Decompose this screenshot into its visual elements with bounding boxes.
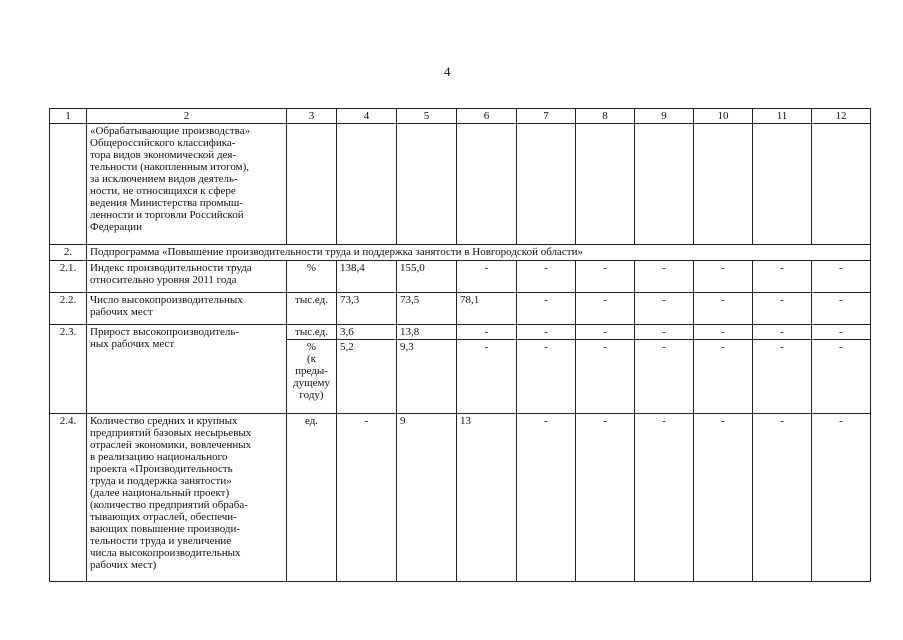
- value-cell: -: [753, 325, 812, 340]
- row-number: 2.1.: [50, 261, 87, 293]
- table-row: [50, 124, 871, 245]
- table-row: [50, 325, 871, 340]
- value-cell: -: [457, 340, 517, 414]
- value-cell: -: [576, 293, 635, 325]
- value-cell: -: [753, 261, 812, 293]
- value-cell: -: [576, 261, 635, 293]
- value-cell: -: [694, 414, 753, 582]
- value-cell: -: [812, 325, 871, 340]
- value-cell: 13,8: [397, 325, 457, 340]
- value-cell: -: [517, 325, 576, 340]
- value-cell: 5,2: [337, 340, 397, 414]
- value-cell: -: [457, 325, 517, 340]
- column-header: 9: [635, 109, 694, 124]
- column-header: 4: [337, 109, 397, 124]
- value-cell: -: [635, 414, 694, 582]
- value-cell: -: [517, 293, 576, 325]
- column-header: 1: [50, 109, 87, 124]
- value-cell: -: [457, 261, 517, 293]
- column-header: 3: [287, 109, 337, 124]
- table-header-row: [50, 109, 871, 124]
- indicator-name: Прирост высокопроизводитель- ных рабочих мест: [87, 325, 287, 414]
- column-header: 8: [576, 109, 635, 124]
- subprogram-title: Подпрограмма «Повышение производительности труда и поддержка занятости в Новгородской области»: [87, 245, 871, 261]
- unit-cell: ед.: [287, 414, 337, 582]
- column-header: 6: [457, 109, 517, 124]
- subprogram-row: [50, 245, 871, 261]
- value-cell: -: [812, 293, 871, 325]
- value-cell: -: [812, 261, 871, 293]
- value-cell: 3,6: [337, 325, 397, 340]
- value-cell: 9,3: [397, 340, 457, 414]
- value-cell: -: [517, 261, 576, 293]
- value-cell: -: [576, 340, 635, 414]
- row-number: 2.3.: [50, 325, 87, 414]
- value-cell: -: [694, 261, 753, 293]
- value-cell: -: [635, 293, 694, 325]
- column-header: 5: [397, 109, 457, 124]
- unit-cell: тыс.ед.: [287, 293, 337, 325]
- indicator-name: Число высокопроизводительных рабочих мест: [87, 293, 287, 325]
- value-cell: 138,4: [337, 261, 397, 293]
- value-cell: -: [753, 293, 812, 325]
- row-number: 2.4.: [50, 414, 87, 582]
- indicator-name: Количество средних и крупных предприятий базовых несырьевых отраслей экономики, вовлеченных в реализацию национального проекта «Производительность труда и поддержка занятости» (далее национальный проект) (количество предприятий обраба- тывающих отраслей, обеспечи- вающих повышение производи- тельности труда и увеличение числа высокопроизводительных рабочих мест): [87, 414, 287, 582]
- value-cell: 78,1: [457, 293, 517, 325]
- value-cell: -: [635, 261, 694, 293]
- value-cell: 73,3: [337, 293, 397, 325]
- column-header: 10: [694, 109, 753, 124]
- value-cell: -: [753, 340, 812, 414]
- value-cell: -: [635, 340, 694, 414]
- column-header: 2: [87, 109, 287, 124]
- table-row: [50, 261, 871, 293]
- value-cell: 73,5: [397, 293, 457, 325]
- program-indicators-table: [49, 108, 871, 582]
- value-cell: -: [694, 340, 753, 414]
- value-cell: -: [694, 293, 753, 325]
- value-cell: -: [694, 325, 753, 340]
- value-cell: -: [753, 414, 812, 582]
- row-number: 2.2.: [50, 293, 87, 325]
- column-header: 12: [812, 109, 871, 124]
- unit-cell: % (к преды- дущему году): [287, 340, 337, 414]
- value-cell: -: [517, 414, 576, 582]
- value-cell: -: [635, 325, 694, 340]
- indicator-name: «Обрабатывающие производства» Общероссийского классифика- тора видов экономической дея- тельности (накопленным итогом), за исключением видов деятель- ности, не относящихся к сфере ведения Министерства промыш- ленности и торговли Российской Федерации: [87, 124, 287, 245]
- row-number: 2.: [50, 245, 87, 261]
- column-header: 11: [753, 109, 812, 124]
- value-cell: -: [812, 414, 871, 582]
- value-cell: 13: [457, 414, 517, 582]
- value-cell: 155,0: [397, 261, 457, 293]
- unit-cell: %: [287, 261, 337, 293]
- column-header: 7: [517, 109, 576, 124]
- value-cell: -: [337, 414, 397, 582]
- indicator-name: Индекс производительности труда относительно уровня 2011 года: [87, 261, 287, 293]
- value-cell: -: [576, 414, 635, 582]
- table-row: [50, 293, 871, 325]
- unit-cell: тыс.ед.: [287, 325, 337, 340]
- table-row: [50, 414, 871, 582]
- page-number: 4: [444, 64, 451, 79]
- value-cell: -: [812, 340, 871, 414]
- value-cell: -: [517, 340, 576, 414]
- value-cell: -: [576, 325, 635, 340]
- value-cell: 9: [397, 414, 457, 582]
